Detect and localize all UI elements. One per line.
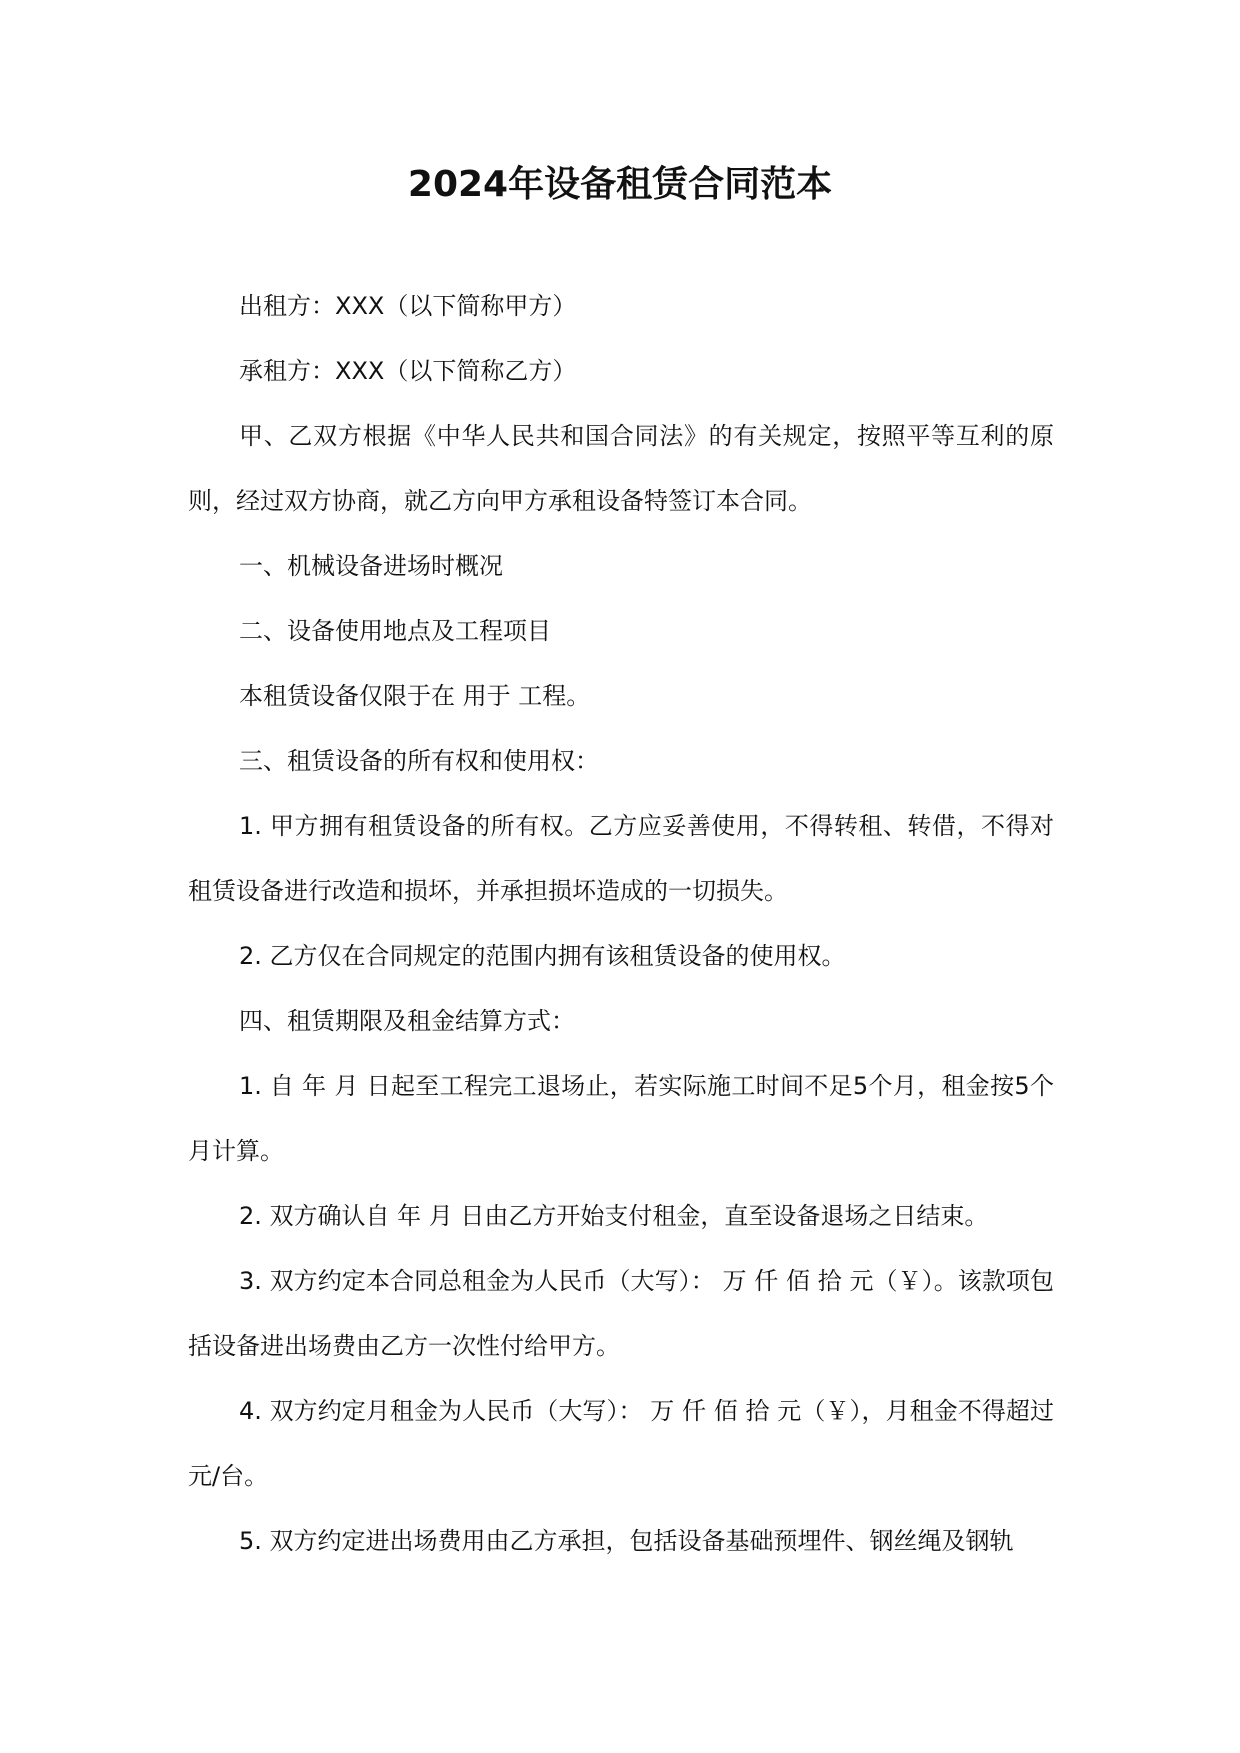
clause-4-4: 4. 双方约定月租金为人民币（大写）： 万 仟 佰 拾 元（￥），月租金不得超过 元/台。 (188, 1397, 1054, 1490)
clause-4-1: 1. 自 年 月 日起至工程完工退场止，若实际施工时间不足5个月，租金按5个月计算。 (188, 1072, 1054, 1165)
clause-4-5: 5. 双方约定进出场费用由乙方承担，包括设备基础预埋件、钢丝绳及钢轨 (239, 1527, 1014, 1555)
section-heading-1: 一、机械设备进场时概况 (239, 552, 503, 580)
clause-lessee: 承租方：XXX（以下简称乙方） (239, 357, 577, 385)
document-body (188, 274, 1054, 1574)
clause-usage-location: 本租赁设备仅限于在 用于 工程。 (239, 682, 591, 710)
section-heading-2: 二、设备使用地点及工程项目 (239, 617, 551, 645)
document-title: 2024年设备租赁合同范本 (407, 164, 833, 205)
clause-4-2: 2. 双方确认自 年 月 日由乙方开始支付租金，直至设备退场之日结束。 (239, 1202, 989, 1230)
clause-3-1: 1. 甲方拥有租赁设备的所有权。乙方应妥善使用，不得转租、转借，不得对租赁设备进行改造和损坏，并承担损坏造成的一切损失。 (188, 812, 1054, 905)
clause-4-3: 3. 双方约定本合同总租金为人民币（大写）： 万 仟 佰 拾 元（￥）。该款项包括设备进出场费由乙方一次性付给甲方。 (188, 1267, 1054, 1360)
clause-3-2: 2. 乙方仅在合同规定的范围内拥有该租赁设备的使用权。 (239, 942, 846, 970)
section-heading-4: 四、租赁期限及租金结算方式： (239, 1007, 575, 1035)
clause-preamble: 甲、乙双方根据《中华人民共和国合同法》的有关规定，按照平等互利的原则，经过双方协商，就乙方向甲方承租设备特签订本合同。 (188, 422, 1054, 515)
section-heading-3: 三、租赁设备的所有权和使用权： (239, 747, 599, 775)
clause-lessor: 出租方：XXX（以下简称甲方） (239, 292, 577, 320)
